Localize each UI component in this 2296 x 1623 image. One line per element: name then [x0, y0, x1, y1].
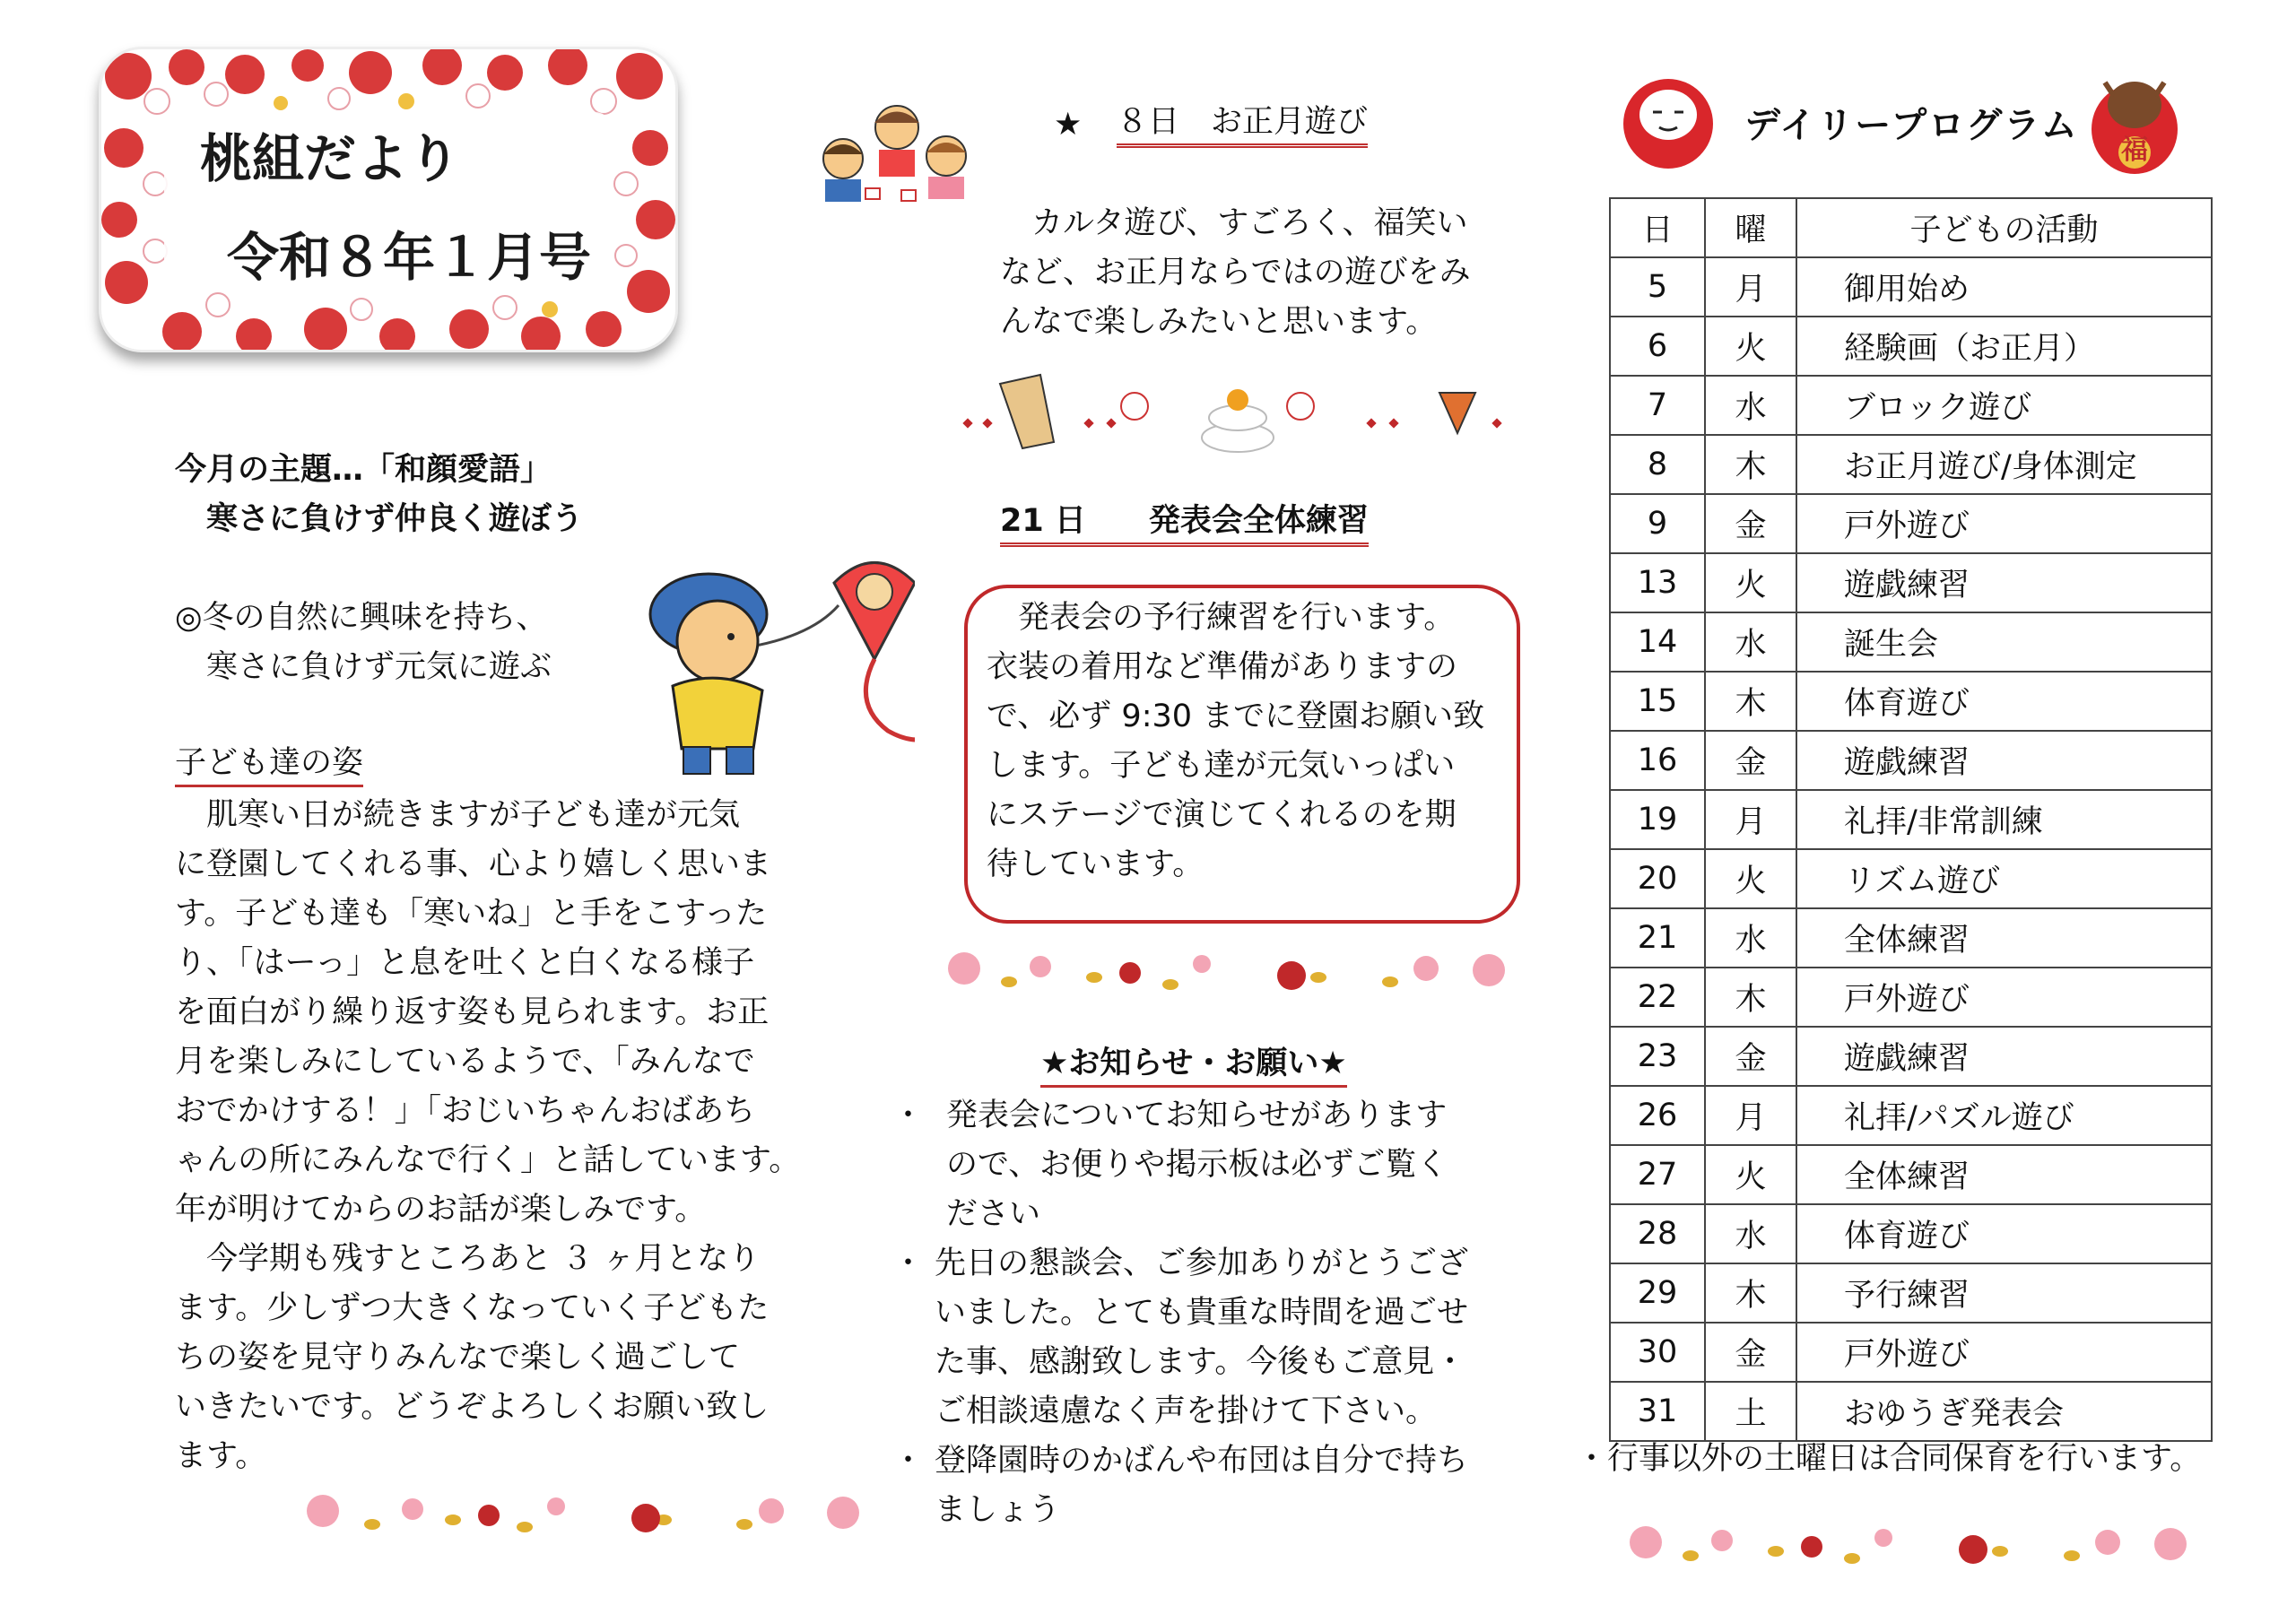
- table-row: [1610, 968, 2212, 1027]
- row-weekday: 水: [1705, 1204, 1796, 1263]
- table-row: [1610, 849, 2212, 908]
- row-weekday: 木: [1705, 672, 1796, 731]
- table-row: [1610, 1263, 2212, 1323]
- row-day: 15: [1610, 672, 1705, 731]
- row-activity: 予行練習: [1796, 1263, 2212, 1323]
- table-row: [1610, 1027, 2212, 1086]
- event1-body: [1000, 199, 1471, 347]
- children-line: に登園してくれる事、心より嬉しく思いま: [175, 846, 772, 882]
- event1-heading: ８日 お正月遊び: [1117, 100, 1368, 148]
- notice-line: ましょう: [935, 1492, 1061, 1528]
- row-day: 19: [1610, 790, 1705, 849]
- table-row: [1610, 435, 2212, 494]
- header-day: 日: [1610, 198, 1705, 257]
- row-activity: 誕生会: [1796, 612, 2212, 672]
- goal-line-1: ◎冬の自然に興味を持ち、: [175, 600, 548, 636]
- table-row: [1610, 553, 2212, 612]
- row-day: 28: [1610, 1204, 1705, 1263]
- table-row: [1610, 317, 2212, 376]
- row-weekday: 水: [1705, 908, 1796, 968]
- children-line: り、「はーっ」と息を吐くと白くなる様子: [175, 945, 755, 981]
- event2-line: にステージで演じてくれるのを期: [987, 797, 1457, 833]
- notice-line: 登降園時のかばんや布団は自分で持ち: [935, 1443, 1469, 1479]
- row-day: 23: [1610, 1027, 1705, 1086]
- children-line: ます。少しずつ大きくなっていく子どもた: [175, 1290, 770, 1326]
- daily-program-table: [1609, 197, 2213, 1442]
- row-weekday: 水: [1705, 612, 1796, 672]
- row-weekday: 火: [1705, 1145, 1796, 1204]
- notices-heading: ★お知らせ・お願い★: [1040, 1042, 1347, 1088]
- daily-program-title: デイリープログラム: [1744, 105, 2079, 146]
- row-activity: 遊戯練習: [1796, 731, 2212, 790]
- row-day: 31: [1610, 1382, 1705, 1441]
- table-header-row: [1610, 198, 2212, 257]
- children-line: いきたいです。どうぞよろしくお願い致し: [175, 1389, 770, 1425]
- children-section-heading: 子ども達の姿: [175, 742, 363, 787]
- row-day: 30: [1610, 1323, 1705, 1382]
- row-weekday: 金: [1705, 1027, 1796, 1086]
- children-line: 肌寒い日が続きますが子ども達が元気: [206, 797, 741, 833]
- bullet-marker: ・: [892, 1443, 925, 1479]
- row-activity: おゆうぎ発表会: [1796, 1382, 2212, 1441]
- row-day: 21: [1610, 908, 1705, 968]
- daily-program-rows: [1610, 257, 2212, 1441]
- table-row: [1610, 908, 2212, 968]
- row-weekday: 金: [1705, 494, 1796, 553]
- row-activity: リズム遊び: [1796, 849, 2212, 908]
- row-activity: 戸外遊び: [1796, 968, 2212, 1027]
- new-year-items-border: [955, 366, 1520, 456]
- title-card: [99, 47, 678, 352]
- row-weekday: 火: [1705, 553, 1796, 612]
- table-row: [1610, 376, 2212, 435]
- flower-border-decoration: [942, 942, 1516, 1004]
- flower-border-decoration: [1623, 1515, 2197, 1578]
- monthly-theme-label: 今月の主題…「和顔愛語」: [175, 452, 552, 488]
- saturday-note: ・行事以外の土曜日は合同保育を行います。: [1576, 1441, 2202, 1477]
- row-weekday: 月: [1705, 1086, 1796, 1145]
- event1-line: など、お正月ならではの遊びをみ: [1000, 255, 1471, 291]
- notice-line: ので、お便りや掲示板は必ずご覧く: [946, 1147, 1448, 1183]
- event2-body: [987, 594, 1484, 890]
- flower-border-decoration: [296, 1484, 870, 1547]
- row-day: 8: [1610, 435, 1705, 494]
- children-body: [175, 791, 800, 1481]
- row-activity: 遊戯練習: [1796, 553, 2212, 612]
- bullet-marker: ・: [892, 1245, 925, 1281]
- newsletter-title: 桃組だより: [200, 128, 461, 189]
- row-day: 29: [1610, 1263, 1705, 1323]
- table-row: [1610, 790, 2212, 849]
- row-activity: 戸外遊び: [1796, 494, 2212, 553]
- row-weekday: 月: [1705, 257, 1796, 317]
- notice-line: いました。とても貴重な時間を過ごせ: [935, 1295, 1469, 1331]
- children-line: 月を楽しみにしているようで、「みんなで: [175, 1044, 755, 1080]
- notice-line: ご相談遠慮なく声を掛けて下さい。: [935, 1393, 1438, 1429]
- event1-line: んなで楽しみたいと思います。: [1000, 304, 1438, 340]
- daruma-icon: [1619, 72, 1718, 170]
- children-line: ちの姿を見守りみんなで楽しく過ごして: [175, 1340, 741, 1376]
- row-activity: 全体練習: [1796, 908, 2212, 968]
- notice-item: [935, 1239, 1468, 1436]
- row-day: 9: [1610, 494, 1705, 553]
- children-line: 今学期も残すところあと ３ ヶ月となり: [206, 1241, 761, 1277]
- table-row: [1610, 1323, 2212, 1382]
- row-activity: 戸外遊び: [1796, 1323, 2212, 1382]
- notice-line: た事、感謝致します。今後もご意見・: [935, 1344, 1466, 1380]
- row-day: 13: [1610, 553, 1705, 612]
- row-weekday: 木: [1705, 435, 1796, 494]
- children-line: ゃんの所にみんなで行く」と話しています。: [175, 1142, 801, 1178]
- table-row: [1610, 731, 2212, 790]
- row-activity: お正月遊び/身体測定: [1796, 435, 2212, 494]
- row-activity: 体育遊び: [1796, 672, 2212, 731]
- row-day: 14: [1610, 612, 1705, 672]
- notice-line: 発表会についてお知らせがあります: [946, 1098, 1448, 1133]
- table-row: [1610, 494, 2212, 553]
- children-line: 年が明けてからのお話が楽しみです。: [175, 1192, 707, 1228]
- event1-line: カルタ遊び、すごろく、福笑い: [1031, 205, 1468, 241]
- table-row: [1610, 1086, 2212, 1145]
- table-row: [1610, 612, 2212, 672]
- header-weekday: 曜: [1705, 198, 1796, 257]
- row-day: 7: [1610, 376, 1705, 435]
- children-playing-illustration: [812, 100, 982, 208]
- issue-date: 令和８年１月号: [227, 227, 592, 288]
- row-activity: 遊戯練習: [1796, 1027, 2212, 1086]
- event1-star: ★: [1054, 107, 1083, 143]
- row-weekday: 水: [1705, 376, 1796, 435]
- table-row: [1610, 1145, 2212, 1204]
- table-row: [1610, 672, 2212, 731]
- notice-item: [935, 1436, 1468, 1535]
- fuku-character: 福: [2121, 135, 2148, 166]
- row-day: 5: [1610, 257, 1705, 317]
- row-weekday: 金: [1705, 1323, 1796, 1382]
- children-line: おでかけする！」「おじいちゃんおばあち: [175, 1093, 756, 1129]
- event2-heading: 21 日 発表会全体練習: [1000, 499, 1369, 547]
- row-activity: 全体練習: [1796, 1145, 2212, 1204]
- row-day: 6: [1610, 317, 1705, 376]
- children-line: す。子ども達も「寒いね」と手をこすった: [175, 896, 768, 932]
- row-weekday: 土: [1705, 1382, 1796, 1441]
- row-day: 27: [1610, 1145, 1705, 1204]
- row-day: 22: [1610, 968, 1705, 1027]
- monthly-theme-phrase: 寒さに負けず仲良く遊ぼう: [206, 501, 584, 537]
- row-activity: 礼拝/パズル遊び: [1796, 1086, 2212, 1145]
- row-weekday: 金: [1705, 731, 1796, 790]
- children-line: ます。: [175, 1438, 267, 1474]
- event2-line: で、必ず 9:30 までに登園お願い致: [987, 699, 1485, 734]
- row-activity: 経験画（お正月）: [1796, 317, 2212, 376]
- row-activity: 体育遊び: [1796, 1204, 2212, 1263]
- row-weekday: 木: [1705, 968, 1796, 1027]
- goal-line-2: 寒さに負けず元気に遊ぶ: [206, 649, 552, 685]
- header-activity: 子どもの活動: [1796, 198, 2212, 257]
- row-day: 16: [1610, 731, 1705, 790]
- row-weekday: 火: [1705, 849, 1796, 908]
- row-weekday: 月: [1705, 790, 1796, 849]
- event2-line: 待しています。: [987, 846, 1205, 882]
- children-line: を面白がり繰り返す姿も見られます。お正: [175, 994, 770, 1030]
- notice-line: ださい: [946, 1196, 1041, 1232]
- bullet-marker: ・: [892, 1098, 925, 1133]
- table-row: [1610, 1204, 2212, 1263]
- table-row: [1610, 257, 2212, 317]
- notice-line: 先日の懇談会、ご参加ありがとうござ: [935, 1245, 1469, 1281]
- row-day: 20: [1610, 849, 1705, 908]
- boy-with-kite-illustration: [619, 542, 915, 780]
- row-day: 26: [1610, 1086, 1705, 1145]
- row-activity: 御用始め: [1796, 257, 2212, 317]
- notice-item: [946, 1091, 1448, 1239]
- row-activity: ブロック遊び: [1796, 376, 2212, 435]
- row-activity: 礼拝/非常訓練: [1796, 790, 2212, 849]
- new-year-border-decoration: [101, 49, 675, 350]
- row-weekday: 木: [1705, 1263, 1796, 1323]
- event2-line: 衣装の着用など準備がありますの: [987, 649, 1458, 685]
- event2-line: します。子ども達が元気いっぱい: [987, 748, 1456, 784]
- row-weekday: 火: [1705, 317, 1796, 376]
- table-row: [1610, 1382, 2212, 1441]
- event2-line: 発表会の予行練習を行います。: [1018, 600, 1456, 636]
